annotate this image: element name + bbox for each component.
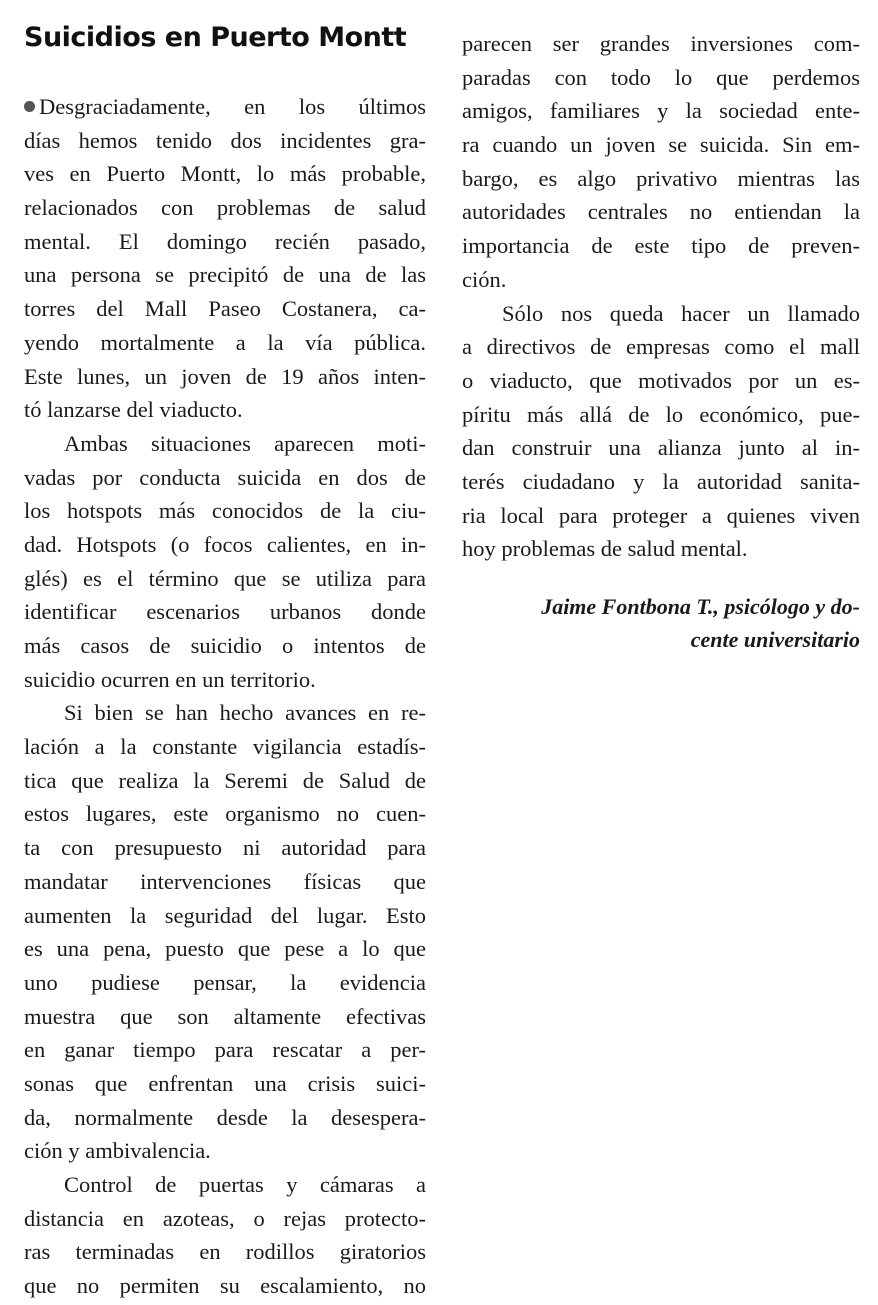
text-line: autoridades centrales no entiendan la [462, 199, 860, 225]
text-line: ción. [462, 266, 507, 292]
text-line: una persona se precipitó de una de las [24, 262, 426, 288]
text-line: ta con presupuesto ni autoridad para [24, 835, 426, 861]
text-line: ria local para proteger a quienes viven [462, 502, 860, 528]
text-line: o viaducto, que motivados por un es- [462, 367, 860, 393]
text-line: mental. El domingo recién pasado, [24, 228, 426, 254]
text-line: mandatar intervenciones físicas que [24, 868, 426, 894]
text-line: torres del Mall Paseo Costanera, ca- [24, 296, 426, 322]
author-signature [462, 590, 860, 656]
text-line [24, 90, 426, 124]
text-line: tó lanzarse del viaducto. [24, 397, 243, 423]
text-line: bargo, es algo privativo mientras las [462, 165, 860, 191]
text-line: da, normalmente desde la desespera- [24, 1104, 426, 1130]
article-left-column [24, 90, 426, 1303]
text-line: identificar escenarios urbanos donde [24, 599, 426, 625]
text-line: suicidio ocurren en un territorio. [24, 666, 316, 692]
text-line: dan construir una alianza junto al in- [462, 435, 860, 461]
text-line: más casos de suicidio o intentos de [24, 633, 426, 658]
text-line: amigos, familiares y la sociedad ente- [462, 98, 860, 124]
text-line: terés ciudadano y la autoridad sanita- [462, 468, 860, 494]
text-line: que no permiten su escalamiento, no [24, 1273, 426, 1299]
signature-line: cente universitario [690, 627, 860, 652]
text-line: hoy problemas de salud mental. [462, 536, 748, 562]
bullet-icon [24, 101, 35, 112]
text-line: ción y ambivalencia. [24, 1138, 211, 1164]
text-line: días hemos tenido dos incidentes gra- [24, 127, 426, 153]
text-line: dad. Hotspots (o focos calientes, en in- [24, 531, 426, 557]
text-line: muestra que son altamente efectivas [24, 1003, 426, 1029]
article-title: Suicidios en Puerto Montt [24, 22, 407, 53]
text-line: relacionados con problemas de salud [24, 195, 426, 221]
line-text: Desgraciadamente, en los últimos [39, 94, 426, 119]
text-line: yendo mortalmente a la vía pública. [24, 329, 426, 355]
text-line: glés) es el término que se utiliza para [24, 565, 426, 591]
text-line: Control de puertas y cámaras a [64, 1172, 426, 1197]
article-right-column [462, 27, 860, 566]
text-line: Si bien se han hecho avances en re- [64, 700, 426, 726]
text-line: ra cuando un joven se suicida. Sin em- [462, 132, 860, 158]
text-line: ras terminadas en rodillos giratorios [24, 1239, 426, 1265]
text-line: los hotspots más conocidos de la ciu- [24, 498, 426, 524]
text-line: Este lunes, un joven de 19 años inten- [24, 363, 426, 389]
text-line: tica que realiza la Seremi de Salud de [24, 767, 426, 793]
text-line: distancia en azoteas, o rejas protecto- [24, 1205, 426, 1231]
text-line: a directivos de empresas como el mall [462, 334, 860, 360]
text-line: píritu más allá de lo económico, pue- [462, 401, 860, 427]
signature-line: Jaime Fontbona T., psicólogo y do- [541, 594, 860, 619]
text-line: es una pena, puesto que pese a lo que [24, 936, 426, 962]
text-line: uno pudiese pensar, la evidencia [24, 969, 426, 995]
text-line: Sólo nos queda hacer un llamado [502, 300, 860, 326]
text-line: importancia de este tipo de preven- [462, 233, 860, 259]
text-line: Ambas situaciones aparecen moti- [64, 430, 426, 456]
text-line: parecen ser grandes inversiones com- [462, 31, 860, 56]
text-line: lación a la constante vigilancia estadís- [24, 734, 426, 760]
text-line: ves en Puerto Montt, lo más probable, [24, 161, 426, 187]
text-line: aumenten la seguridad del lugar. Esto [24, 902, 426, 928]
text-line: paradas con todo lo que perdemos [462, 64, 860, 90]
text-line: en ganar tiempo para rescatar a per- [24, 1037, 426, 1063]
text-line: estos lugares, este organismo no cuen- [24, 801, 426, 827]
text-line: vadas por conducta suicida en dos de [24, 464, 426, 490]
text-line: sonas que enfrentan una crisis suici- [24, 1070, 426, 1096]
